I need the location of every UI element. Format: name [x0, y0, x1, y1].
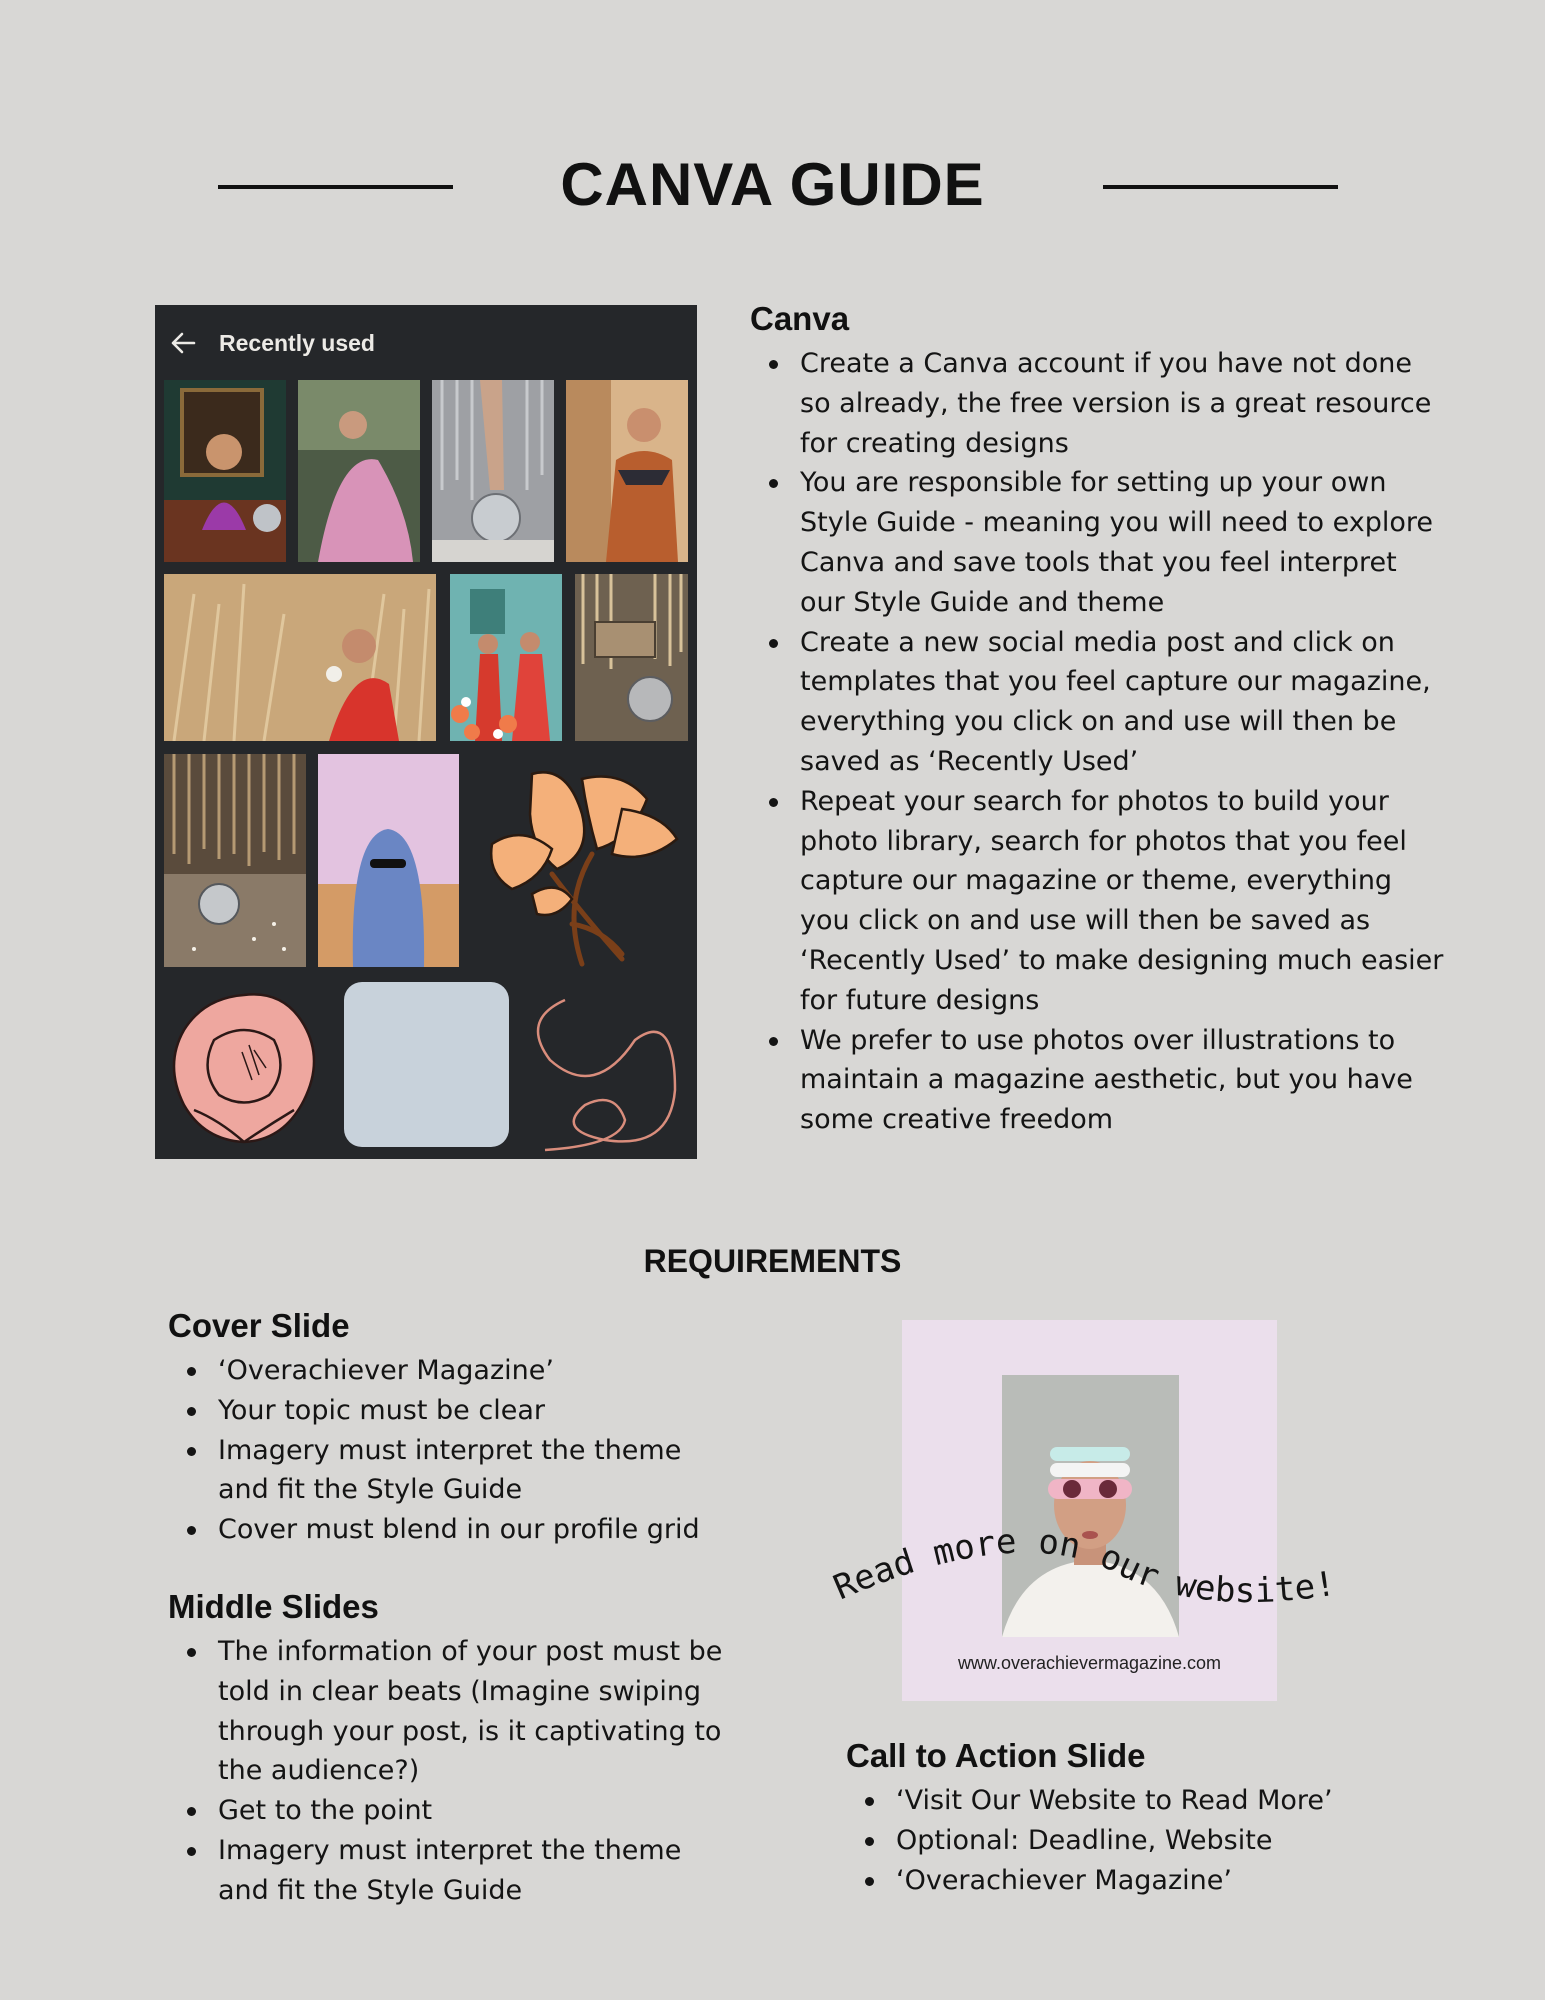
list-item: Create a new social media post and click on templates that you feel capture our magazine, everything you click on and use will then be saved as ‘Recently Used’: [750, 623, 1450, 782]
list-item: Repeat your search for photos to build your photo library, search for photos that you feel capture our magazine or theme, everything you click on and use will then be saved as ‘Recently Used’ to make designing much easier for future designs: [750, 782, 1450, 1021]
canva-heading: Canva: [750, 300, 850, 337]
list-item: ‘Visit Our Website to Read More’: [846, 1781, 1406, 1821]
middle-bullet-list: [168, 1632, 728, 1911]
cover-bullet-list: [168, 1351, 728, 1550]
list-item: You are responsible for setting up your own Style Guide - meaning you will need to explore Canva and save tools that you feel interpret our Style Guide and theme: [750, 463, 1450, 622]
photo-tile[interactable]: [432, 380, 554, 562]
cover-slide-section: [168, 1307, 728, 1550]
photo-tile[interactable]: [450, 574, 562, 741]
photo-tile[interactable]: [164, 380, 286, 562]
arrow-left-icon[interactable]: [169, 329, 197, 357]
list-item: Get to the point: [168, 1791, 728, 1831]
list-item: ‘Overachiever Magazine’: [846, 1861, 1406, 1901]
cover-slide-heading: Cover Slide: [168, 1307, 350, 1344]
website-url: www.overachievermagazine.com: [957, 1653, 1222, 1673]
panel-title: Recently used: [219, 329, 375, 356]
call-to-action-section: [846, 1737, 1406, 1900]
canva-bullet-list: [750, 344, 1450, 1140]
list-item: Optional: Deadline, Website: [846, 1821, 1406, 1861]
photo-tile[interactable]: [298, 380, 420, 562]
middle-slides-section: [168, 1588, 728, 1911]
requirements-title: REQUIREMENTS: [643, 1243, 902, 1279]
list-item: Cover must blend in our profile grid: [168, 1510, 728, 1550]
photo-tile[interactable]: [575, 574, 688, 741]
peony-illustration[interactable]: [164, 980, 324, 1155]
curved-caption-text: Read more on our website!: [827, 1521, 1339, 1612]
flower-illustration[interactable]: [472, 754, 688, 967]
canva-section: [750, 300, 1450, 1140]
cta-heading: Call to Action Slide: [846, 1737, 1146, 1774]
photo-tile[interactable]: [566, 380, 688, 562]
page-title: CANVA GUIDE: [560, 151, 985, 218]
cta-bullet-list: [846, 1781, 1406, 1900]
list-item: Imagery must interpret the theme and fit the Style Guide: [168, 1431, 728, 1511]
list-item: ‘Overachiever Magazine’: [168, 1351, 728, 1391]
recently-used-panel: [155, 305, 697, 1159]
list-item: We prefer to use photos over illustrations to maintain a magazine aesthetic, but you have some creative freedom: [750, 1021, 1450, 1140]
curved-caption: [820, 1500, 1380, 1650]
list-item: Your topic must be clear: [168, 1391, 728, 1431]
photo-tile[interactable]: [318, 754, 459, 967]
svg-text:Read more on our website!: [828, 1522, 1338, 1612]
line-illustration[interactable]: [525, 980, 688, 1155]
panel-header: [169, 323, 375, 363]
rounded-square-shape[interactable]: [344, 982, 509, 1147]
photo-tile[interactable]: [164, 574, 436, 741]
list-item: Imagery must interpret the theme and fit the Style Guide: [168, 1831, 728, 1911]
middle-slides-heading: Middle Slides: [168, 1588, 379, 1625]
list-item: Create a Canva account if you have not done so already, the free version is a great resource for creating designs: [750, 344, 1450, 463]
photo-tile[interactable]: [164, 754, 306, 967]
list-item: The information of your post must be told in clear beats (Imagine swiping through your post, is it captivating to the audience?): [168, 1632, 728, 1791]
